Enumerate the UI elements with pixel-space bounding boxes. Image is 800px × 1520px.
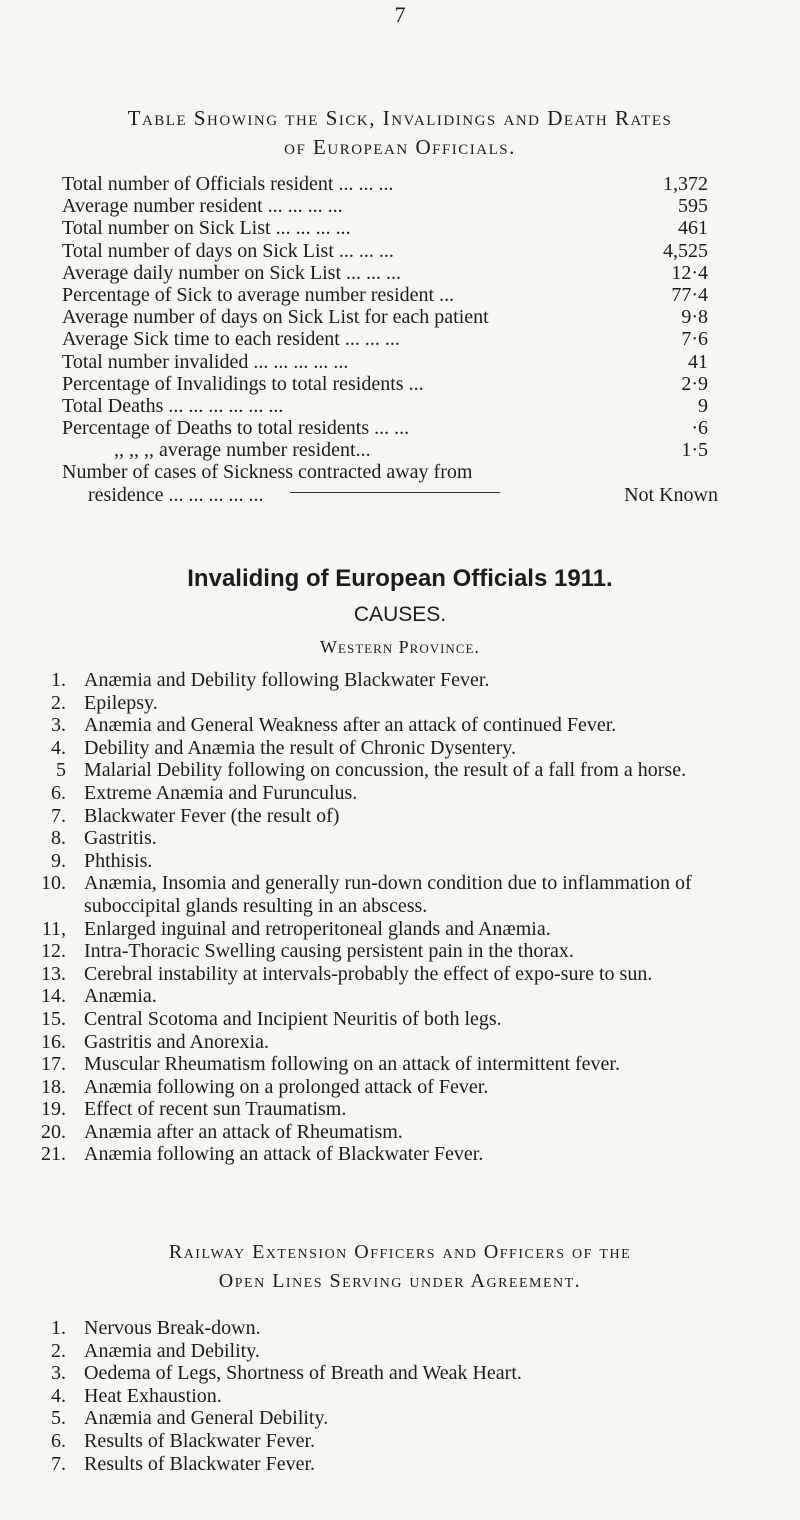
stat-value: 7·6 [681,328,708,351]
list-item [30,782,770,805]
railway-causes-list [30,1317,770,1475]
stat-value: 1·5 [681,439,708,462]
item-text: Heat Exhaustion. [84,1384,222,1407]
stat-value: 9·8 [681,306,708,329]
stat-row [62,262,742,284]
stat-value: ·6 [691,417,708,440]
list-item [30,1385,770,1408]
railway-heading-line2: Open Lines Serving under Agreement. [218,1270,582,1292]
list-item [30,1053,770,1076]
item-number: 4. [51,1384,66,1407]
item-number: 16. [41,1030,66,1053]
stat-label: Percentage of Deaths to total residents ... ... [62,417,410,440]
item-number: 1. [51,1317,66,1339]
railway-heading-line1: Railway Extension Officers and Officers of the [168,1241,632,1263]
table-title-line1: Table Showing the Sick, Invalidings and Death Rates [127,106,673,130]
list-item [30,1430,770,1453]
stat-row [62,173,742,195]
item-number: 3. [51,1362,66,1385]
stat-row [62,417,742,439]
item-text: Anæmia following on a prolonged attack of Fever. [84,1075,489,1098]
item-number: 6. [51,781,66,804]
item-number: 13. [41,962,66,985]
stat-label: Average number resident ... ... ... ... [62,195,343,218]
list-item [30,850,770,873]
item-text: Cerebral instability at intervals-probably the effect of expo-sure to sun. [84,962,653,985]
item-text: Gastritis. [84,827,157,850]
stat-label: Average daily number on Sick List ... ... ... [62,261,402,284]
table-title-line2: of European Officials. [284,135,516,159]
item-text: Results of Blackwater Fever. [84,1452,316,1475]
western-causes-list [30,669,770,1166]
stat-label: Average number of days on Sick List for each patient [62,306,489,329]
list-item [30,1121,770,1144]
stat-value: 2·9 [681,372,708,395]
item-text: Anæmia after an attack of Rheumatism. [84,1120,403,1143]
stat-label: Total number invalided ... ... ... ... ... [62,350,349,373]
item-text: Anæmia and General Debility. [84,1407,329,1430]
item-text: Anæmia and Debility. [84,1339,260,1362]
stat-value: 595 [678,195,708,218]
item-number: 9. [51,849,66,872]
stat-value: 41 [688,350,708,373]
item-number: 7. [51,1452,66,1475]
railway-heading [0,1238,800,1296]
stat-row [62,328,742,350]
stat-row [62,284,742,306]
list-item [30,940,770,963]
item-text: Anæmia and General Weakness after an attack of continued Fever. [84,714,617,737]
stat-label: Total number on Sick List ... ... ... ... [62,217,351,240]
item-number: 21. [41,1143,66,1166]
item-number: 17. [41,1053,66,1076]
list-item [30,714,770,737]
stat-row [62,461,742,483]
stat-label: residence ... ... ... ... ... [88,483,264,506]
item-text: Anæmia following an attack of Blackwater Fever. [84,1143,484,1166]
stat-row [62,240,742,262]
section-divider [290,492,500,493]
item-text: Enlarged inguinal and retroperitoneal glands and Anæmia. [84,917,551,940]
list-item [30,1143,770,1166]
item-text: Anæmia. [84,985,157,1008]
item-number: 7. [51,804,66,827]
item-number: 3. [51,714,66,737]
list-item [30,759,770,782]
item-number: 4. [51,736,66,759]
stat-label: Total Deaths ... ... ... ... ... ... [62,394,284,417]
list-item [30,827,770,850]
list-item [30,1317,770,1340]
item-number: 20. [41,1120,66,1143]
page-number: 7 [394,2,406,27]
item-text: Gastritis and Anorexia. [84,1030,269,1053]
list-item [30,1076,770,1099]
list-item [30,963,770,986]
list-item [30,1407,770,1430]
stat-label: Total number of Officials resident ... ... ... [62,173,394,195]
stat-value: 77·4 [671,283,708,306]
stat-row [62,373,742,395]
item-text: Debility and Anæmia the result of Chronic Dysentery. [84,736,516,759]
item-text: Phthisis. [84,849,153,872]
item-text: Epilepsy. [84,691,158,714]
item-text: Extreme Anæmia and Furunculus. [84,781,358,804]
stat-label: Average Sick time to each resident ... ... ... [62,328,400,351]
item-number: 19. [41,1098,66,1121]
list-item [30,1031,770,1054]
item-number: 15. [41,1007,66,1030]
stat-row [62,484,742,506]
stat-row [62,306,742,328]
item-number: 8. [51,827,66,850]
stat-label: Percentage of Invalidings to total residents ... [62,372,424,395]
list-item [30,805,770,828]
list-item [30,872,770,917]
stat-value: 9 [698,394,708,417]
stat-value: 1,372 [663,173,708,195]
item-text: Oedema of Legs, Shortness of Breath and Weak Heart. [84,1362,522,1385]
table-title [40,104,760,162]
stat-row [62,395,742,417]
causes-heading: CAUSES. [353,603,447,626]
item-number: 5 [56,759,66,782]
statistics-table [62,173,742,506]
list-item [30,1453,770,1476]
list-item [30,737,770,760]
stat-value: 461 [678,217,708,240]
item-number: 5. [51,1407,66,1430]
item-number: 11, [41,917,66,940]
list-item [30,1340,770,1363]
item-number: 18. [41,1075,66,1098]
item-text: Blackwater Fever (the result of) [84,804,340,827]
stat-label: ,, ,, ,, average number resident... [114,439,371,462]
item-number: 14. [41,985,66,1008]
item-text: Anæmia and Debility following Blackwater Fever. [84,669,490,691]
list-item [30,692,770,715]
stat-value: 12·4 [671,261,708,284]
item-number: 2. [51,1339,66,1362]
item-number: 10. [41,872,66,895]
item-text: Effect of recent sun Traumatism. [84,1098,347,1121]
item-number: 6. [51,1429,66,1452]
item-number: 1. [51,669,66,691]
item-text: Malarial Debility following on concussion, the result of a fall from a horse. [84,759,687,782]
list-item [30,985,770,1008]
stat-row [62,195,742,217]
list-item [30,918,770,941]
item-text: Results of Blackwater Fever. [84,1429,316,1452]
stat-row [62,351,742,373]
stat-value: Not Known [624,483,718,506]
western-province-heading: Western Province. [320,637,480,657]
item-text: Anæmia, Insomia and generally run-down condition due to inflammation of suboccipital glands resulting in an abscess. [84,872,692,917]
stat-value: 4,525 [663,239,708,262]
list-item [30,1008,770,1031]
stat-row [62,217,742,239]
stat-label: Number of cases of Sickness contracted away from [62,461,473,484]
list-item [30,1098,770,1121]
list-item [30,669,770,692]
item-text: Central Scotoma and Incipient Neuritis of both legs. [84,1007,502,1030]
list-item [30,1362,770,1385]
stat-label: Percentage of Sick to average number resident ... [62,283,455,306]
item-text: Intra-Thoracic Swelling causing persistent pain in the thorax. [84,940,574,963]
invaliding-title: Invaliding of European Officials 1911. [187,565,613,592]
item-number: 12. [41,940,66,963]
item-text: Nervous Break-down. [84,1317,261,1339]
stat-row [62,439,742,461]
item-text: Muscular Rheumatism following on an attack of intermittent fever. [84,1053,620,1076]
stat-label: Total number of days on Sick List ... ... ... [62,239,394,262]
item-number: 2. [51,691,66,714]
